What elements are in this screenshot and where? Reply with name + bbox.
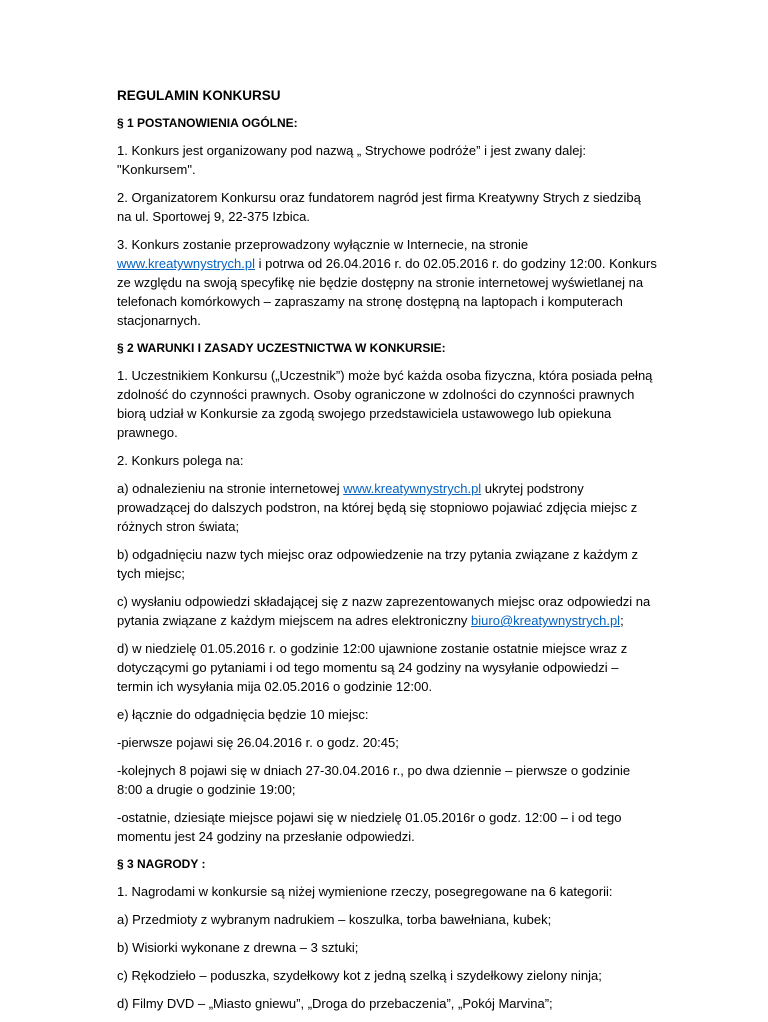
paragraph-text: 3. Konkurs zostanie przeprowadzony wyłącznie w Internecie, na stronie bbox=[117, 237, 529, 252]
section-2-item-d: d) w niedzielę 01.05.2016 r. o godzinie 12:00 ujawnione zostanie ostatnie miejsce wraz z dotyczącymi go pytaniami i od tego momentu są 24 godziny na wysyłanie odpowiedzi – termin ich wysyłania mija 02.05.2016 o godzinie 12:00. bbox=[117, 641, 628, 694]
website-link[interactable]: www.kreatywnystrych.pl bbox=[343, 481, 482, 496]
document-title: REGULAMIN KONKURSU bbox=[117, 88, 281, 103]
section-2-item-e-1: -pierwsze pojawi się 26.04.2016 r. o godz. 20:45; bbox=[117, 735, 399, 750]
section-3-item-b: b) Wisiorki wykonane z drewna – 3 sztuki; bbox=[117, 940, 359, 955]
section-2-item-b: b) odgadnięciu nazw tych miejsc oraz odpowiedzenie na trzy pytania związane z każdym z tych miejsc; bbox=[117, 547, 638, 581]
section-2-paragraph-1: 1. Uczestnikiem Konkursu („Uczestnik”) może być każda osoba fizyczna, która posiada pełną zdolność do czynności prawnych. Osoby ograniczone w zdolności do czynności prawnych biorą udział w Konkursie za zgodą swojego przedstawiciela ustawowego lub opiekuna prawnego. bbox=[117, 368, 653, 440]
paragraph-text: ; bbox=[620, 613, 624, 628]
paragraph-text: ukrytej podstrony prowadzącej do dalszych podstron, na której będą się stopniowo pojawiać zdjęcia miejsc z różnych stron świata; bbox=[117, 481, 638, 534]
section-2-item-c bbox=[117, 592, 657, 630]
section-2-paragraph-2: 2. Konkurs polega na: bbox=[117, 453, 244, 468]
website-link[interactable]: www.kreatywnystrych.pl bbox=[117, 256, 255, 271]
section-3-item-d: d) Filmy DVD – „Miasto gniewu”, „Droga do przebaczenia”, „Pokój Marvina”; bbox=[117, 996, 553, 1011]
paragraph-text: i potrwa od 26.04.2016 r. do 02.05.2016 r. do godziny 12:00. Konkurs ze względu na swoją specyfikę nie będzie dostępny na stronie internetowej wyświetlanej na telefonach komórkowych – zapraszamy na stronę dostępną na laptopach i komputerach stacjonarnych. bbox=[117, 256, 657, 328]
section-3-item-a: a) Przedmioty z wybranym nadrukiem – koszulka, torba bawełniana, kubek; bbox=[117, 912, 552, 927]
section-2-heading: § 2 WARUNKI I ZASADY UCZESTNICTWA W KONKURSIE: bbox=[117, 341, 446, 355]
section-1-heading: § 1 POSTANOWIENIA OGÓLNE: bbox=[117, 116, 298, 130]
section-1-paragraph-1: 1. Konkurs jest organizowany pod nazwą „ Strychowe podróże” i jest zwany dalej: "Konkursem". bbox=[117, 143, 586, 177]
email-link[interactable]: biuro@kreatywnystrych.pl bbox=[471, 613, 621, 628]
section-2-item-e: e) łącznie do odgadnięcia będzie 10 miejsc: bbox=[117, 707, 369, 722]
document-body bbox=[117, 86, 657, 1022]
paragraph-text: a) odnalezieniu na stronie internetowej bbox=[117, 481, 344, 496]
section-2-item-a bbox=[117, 479, 657, 536]
section-3-paragraph-1: 1. Nagrodami w konkursie są niżej wymienione rzeczy, posegregowane na 6 kategorii: bbox=[117, 884, 613, 899]
paragraph-text: c) wysłaniu odpowiedzi składającej się z nazw zaprezentowanych miejsc oraz odpowiedzi na pytania związane z każdym miejscem na adres elektroniczny bbox=[117, 594, 651, 628]
section-3-heading: § 3 NAGRODY : bbox=[117, 857, 206, 871]
section-1-paragraph-3 bbox=[117, 235, 657, 330]
section-2-item-e-3: -ostatnie, dziesiąte miejsce pojawi się w niedzielę 01.05.2016r o godz. 12:00 – i od tego momentu jest 24 godziny na przesłanie odpowiedzi. bbox=[117, 810, 622, 844]
section-1-paragraph-2: 2. Organizatorem Konkursu oraz fundatorem nagród jest firma Kreatywny Strych z siedzibą na ul. Sportowej 9, 22-375 Izbica. bbox=[117, 190, 641, 224]
section-3-item-c: c) Rękodzieło – poduszka, szydełkowy kot z jedną szelką i szydełkowy zielony ninja; bbox=[117, 968, 602, 983]
section-2-item-e-2: -kolejnych 8 pojawi się w dniach 27-30.04.2016 r., po dwa dziennie – pierwsze o godzinie 8:00 a drugie o godzinie 19:00; bbox=[117, 763, 631, 797]
